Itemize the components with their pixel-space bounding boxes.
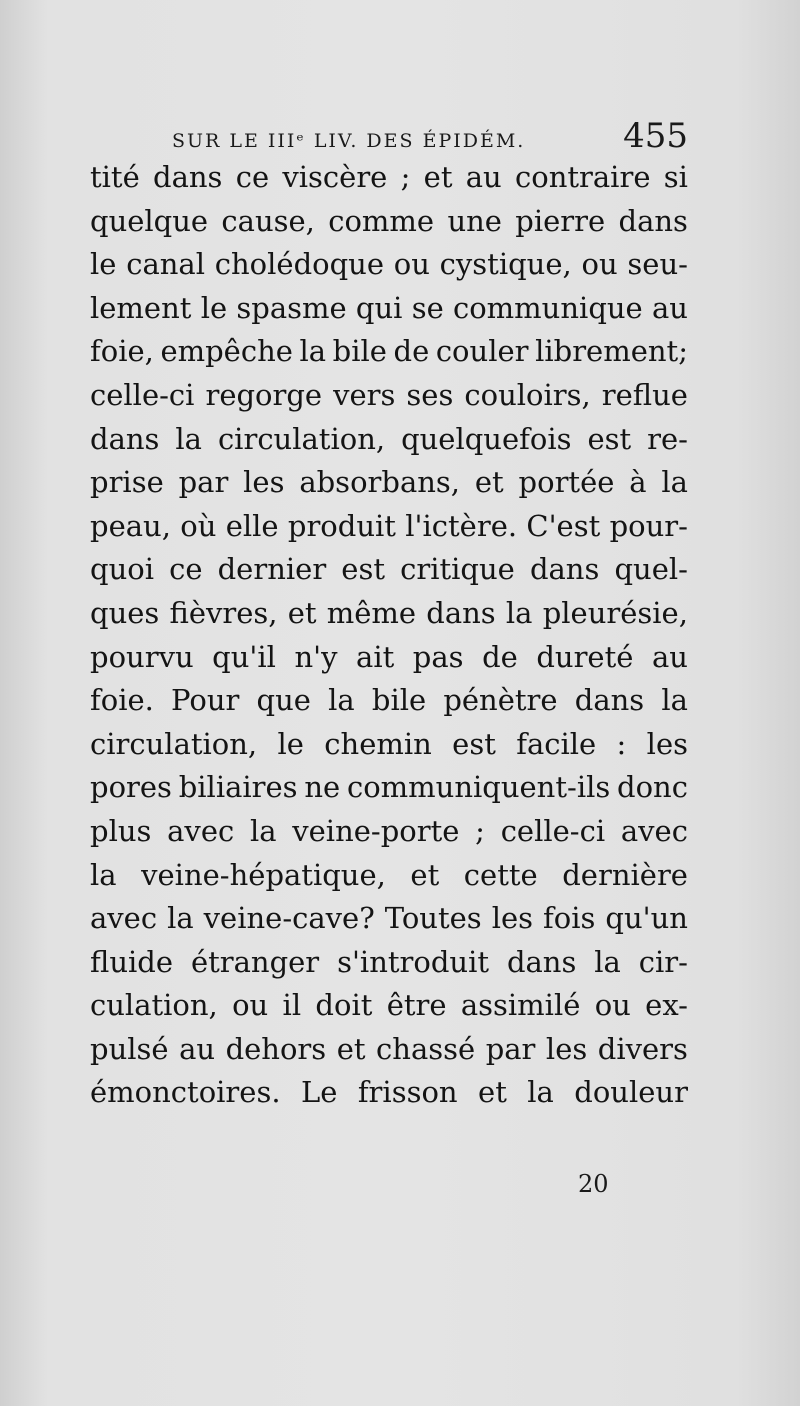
text-word: ce bbox=[169, 552, 203, 587]
text-word: dernier bbox=[217, 552, 327, 587]
text-word: n'y bbox=[294, 639, 338, 674]
text-word: pulsé bbox=[90, 1031, 169, 1066]
text-word: spasme bbox=[236, 290, 347, 325]
text-word: foie, bbox=[90, 334, 154, 369]
text-line bbox=[90, 418, 688, 462]
text-word: viscère bbox=[282, 160, 388, 194]
text-word: contraire bbox=[515, 160, 651, 194]
text-word: la bbox=[90, 857, 117, 892]
text-word: chassé bbox=[376, 1031, 476, 1066]
text-word: avec bbox=[620, 813, 688, 848]
text-word: est bbox=[587, 421, 632, 456]
text-word: fluide bbox=[90, 944, 174, 979]
text-line bbox=[90, 592, 688, 636]
text-word: douleur bbox=[574, 1075, 688, 1110]
text-word: dans bbox=[618, 203, 688, 238]
text-word: veine-hépatique, bbox=[141, 857, 386, 892]
text-word: la bbox=[299, 334, 327, 369]
text-word: de bbox=[393, 334, 430, 369]
text-word: Le bbox=[300, 1075, 338, 1110]
text-word: ou bbox=[232, 988, 269, 1023]
text-word: au bbox=[651, 290, 688, 325]
text-word: plus bbox=[90, 813, 152, 848]
text-word: cette bbox=[463, 857, 538, 892]
text-word: cholédoque bbox=[214, 247, 384, 282]
text-word: culation, bbox=[90, 988, 218, 1023]
text-word: ses bbox=[406, 377, 454, 412]
text-word: ex- bbox=[645, 988, 688, 1023]
text-word: biliaires bbox=[178, 770, 298, 805]
text-word: avec bbox=[90, 901, 158, 936]
text-word: la bbox=[175, 421, 202, 456]
text-word: la bbox=[594, 944, 621, 979]
text-word: ait bbox=[356, 639, 395, 674]
text-word: pores bbox=[90, 770, 172, 805]
text-word: reflue bbox=[601, 377, 688, 412]
text-word: bile bbox=[332, 334, 387, 369]
text-word: et bbox=[423, 160, 453, 194]
text-word: pas bbox=[412, 639, 464, 674]
text-line bbox=[90, 374, 688, 418]
text-word: celle-ci bbox=[90, 377, 195, 412]
text-line bbox=[90, 854, 688, 898]
text-word: pour- bbox=[609, 508, 688, 543]
text-word: tité bbox=[90, 160, 140, 194]
text-word: quel- bbox=[614, 552, 688, 587]
text-word: assimilé bbox=[460, 988, 581, 1023]
text-word: et bbox=[474, 465, 504, 500]
text-word: même bbox=[326, 595, 417, 630]
text-word: par bbox=[485, 1031, 536, 1066]
text-word: et bbox=[410, 857, 440, 892]
text-word: Toutes bbox=[384, 901, 482, 936]
text-word: divers bbox=[597, 1031, 688, 1066]
text-word: étranger bbox=[190, 944, 320, 979]
text-word: dehors bbox=[225, 1031, 327, 1066]
text-word: émonctoires. bbox=[90, 1075, 281, 1110]
text-line bbox=[90, 287, 688, 331]
text-word: ne bbox=[304, 770, 341, 805]
text-word: re- bbox=[647, 421, 688, 456]
text-line bbox=[90, 723, 688, 767]
text-word: le bbox=[277, 726, 304, 761]
text-word: pénètre bbox=[443, 683, 558, 718]
text-line bbox=[90, 984, 688, 1028]
text-line bbox=[90, 897, 688, 941]
text-word: dureté bbox=[536, 639, 634, 674]
text-word: fièvres, bbox=[169, 595, 278, 630]
text-word: les bbox=[545, 1031, 588, 1066]
text-word: dernière bbox=[562, 857, 688, 892]
text-word: au bbox=[651, 639, 688, 674]
text-word: canal bbox=[126, 247, 205, 282]
text-word: où bbox=[180, 508, 217, 543]
text-word: pleurésie, bbox=[542, 595, 688, 630]
text-line bbox=[90, 548, 688, 592]
text-word: au bbox=[465, 160, 502, 194]
text-word: avec bbox=[167, 813, 235, 848]
text-word: une bbox=[447, 203, 502, 238]
text-word: communique bbox=[452, 290, 643, 325]
text-word: la bbox=[505, 595, 533, 630]
text-word: s'introduit bbox=[337, 944, 490, 979]
text-word: la bbox=[661, 683, 688, 718]
text-word: dans bbox=[574, 683, 645, 718]
text-word: et bbox=[287, 595, 317, 630]
text-word: le bbox=[90, 247, 117, 282]
text-word: celle-ci bbox=[500, 813, 606, 848]
text-word: à bbox=[629, 465, 647, 500]
text-word: chemin bbox=[324, 726, 432, 761]
text-word: ou bbox=[581, 247, 618, 282]
text-word: se bbox=[411, 290, 444, 325]
text-word: absorbans, bbox=[299, 465, 461, 500]
text-word: vers bbox=[333, 377, 396, 412]
text-word: critique bbox=[400, 552, 515, 587]
text-word: il bbox=[282, 988, 302, 1023]
text-word: qui bbox=[355, 290, 403, 325]
text-word: ou bbox=[393, 247, 430, 282]
page-number: 455 bbox=[623, 116, 688, 156]
text-word: la bbox=[167, 901, 194, 936]
text-word: facile bbox=[516, 726, 597, 761]
text-word: ques bbox=[90, 595, 160, 630]
text-word: foie. bbox=[90, 683, 154, 718]
text-line bbox=[90, 636, 688, 680]
text-word: fois bbox=[543, 901, 596, 936]
text-word: ; bbox=[400, 160, 411, 194]
text-word: que bbox=[256, 683, 311, 718]
text-word: quelque bbox=[90, 203, 209, 238]
text-word: les bbox=[646, 726, 688, 761]
text-word: est bbox=[341, 552, 385, 587]
text-word: dans bbox=[529, 552, 600, 587]
text-word: veine-cave? bbox=[203, 901, 375, 936]
text-word: qu'il bbox=[212, 639, 276, 674]
text-word: ; bbox=[475, 813, 485, 848]
text-word: quoi bbox=[90, 552, 154, 587]
text-word: si bbox=[663, 160, 688, 194]
text-word: veine-porte bbox=[292, 813, 460, 848]
text-word: dans bbox=[426, 595, 496, 630]
text-word: est bbox=[452, 726, 496, 761]
text-word: les bbox=[243, 465, 285, 500]
text-line bbox=[90, 156, 688, 200]
text-word: être bbox=[386, 988, 447, 1023]
text-word: dans bbox=[153, 160, 223, 194]
text-word: l'ictère. bbox=[405, 508, 518, 543]
text-line bbox=[90, 679, 688, 723]
text-word: cir- bbox=[638, 944, 688, 979]
text-word: ou bbox=[594, 988, 631, 1023]
text-line bbox=[90, 1028, 688, 1072]
running-title: SUR LE IIIᵉ LIV. DES ÉPIDÉM. bbox=[172, 130, 526, 152]
text-line bbox=[90, 330, 688, 374]
text-word: librement; bbox=[535, 334, 688, 369]
text-word: prise bbox=[90, 465, 164, 500]
text-word: et bbox=[336, 1031, 366, 1066]
text-word: peau, bbox=[90, 508, 171, 543]
text-line bbox=[90, 1071, 688, 1115]
text-line bbox=[90, 766, 688, 810]
text-word: produit bbox=[287, 508, 396, 543]
text-line bbox=[90, 810, 688, 854]
text-word: le bbox=[200, 290, 228, 325]
text-word: la bbox=[661, 465, 688, 500]
text-line bbox=[90, 505, 688, 549]
text-word: Pour bbox=[171, 683, 240, 718]
text-word: dans bbox=[506, 944, 577, 979]
text-word: la bbox=[527, 1075, 554, 1110]
text-word: : bbox=[616, 726, 627, 761]
text-line bbox=[90, 461, 688, 505]
text-word: pierre bbox=[515, 203, 606, 238]
text-word: C'est bbox=[526, 508, 601, 543]
text-word: bile bbox=[371, 683, 427, 718]
text-word: lement bbox=[90, 290, 192, 325]
text-word: couloirs, bbox=[464, 377, 591, 412]
text-word: de bbox=[482, 639, 518, 674]
text-word: frisson bbox=[357, 1075, 458, 1110]
text-word: par bbox=[178, 465, 229, 500]
text-word: la bbox=[249, 813, 277, 848]
text-word: couler bbox=[435, 334, 529, 369]
text-word: pourvu bbox=[90, 639, 194, 674]
text-word: communiquent-ils bbox=[346, 770, 611, 805]
text-word: comme bbox=[328, 203, 435, 238]
text-word: quelquefois bbox=[401, 421, 572, 456]
text-word: qu'un bbox=[605, 901, 688, 936]
text-word: dans bbox=[90, 421, 160, 456]
text-word: circulation, bbox=[90, 726, 258, 761]
text-word: et bbox=[478, 1075, 507, 1110]
text-word: seu- bbox=[627, 247, 688, 282]
text-line bbox=[90, 941, 688, 985]
text-word: elle bbox=[225, 508, 279, 543]
text-word: la bbox=[328, 683, 355, 718]
text-word: regorge bbox=[205, 377, 323, 412]
signature-mark: 20 bbox=[578, 1170, 609, 1198]
text-word: empêche bbox=[160, 334, 293, 369]
text-word: au bbox=[179, 1031, 216, 1066]
text-word: circulation, bbox=[217, 421, 386, 456]
text-word: cystique, bbox=[439, 247, 572, 282]
text-word: ce bbox=[235, 160, 270, 194]
text-word: donc bbox=[617, 770, 688, 805]
body-text bbox=[90, 156, 688, 1115]
text-word: doit bbox=[315, 988, 373, 1023]
text-line bbox=[90, 200, 688, 244]
text-word: les bbox=[491, 901, 534, 936]
text-line bbox=[90, 243, 688, 287]
text-word: portée bbox=[518, 465, 615, 500]
text-word: cause, bbox=[221, 203, 315, 238]
